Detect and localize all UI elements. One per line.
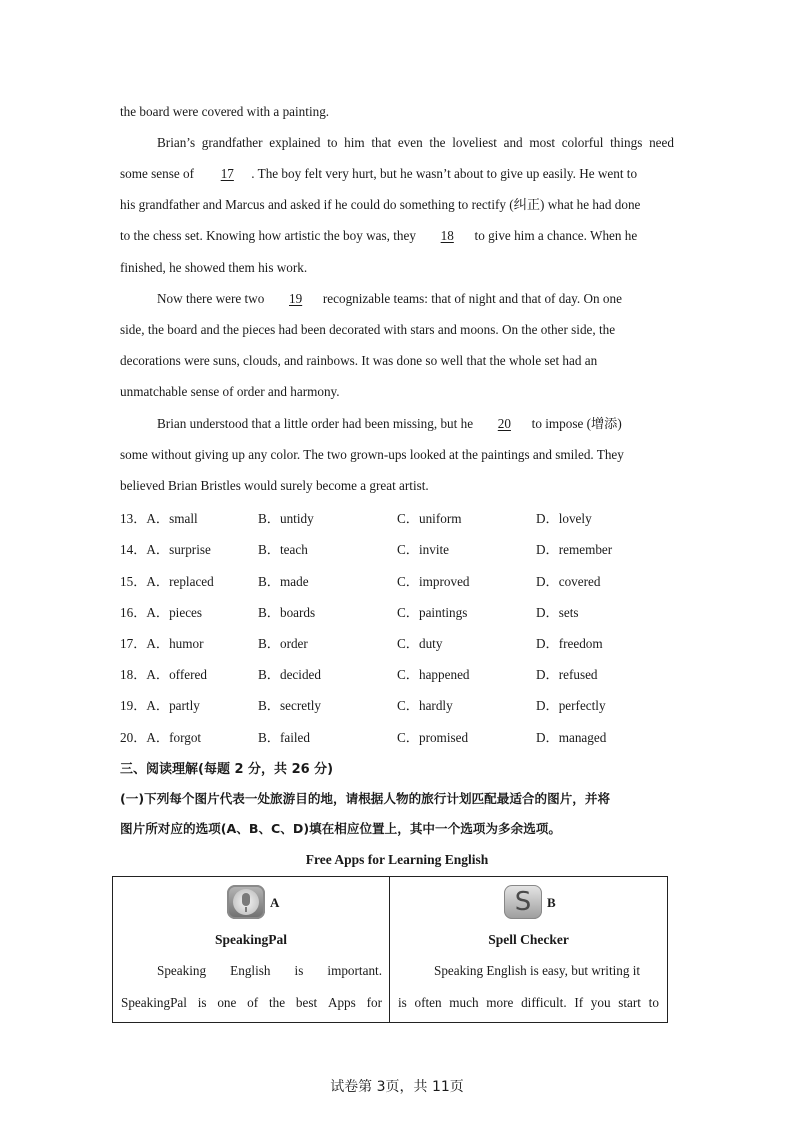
passage-line <box>120 446 674 464</box>
word: to <box>327 135 338 150</box>
word: difficult. <box>521 995 567 1010</box>
passage-text: to the chess set. Knowing how artistic the boy was, they <box>120 228 416 243</box>
question-option-d[interactable]: D．sets <box>536 605 579 620</box>
question-option-a[interactable]: 15．A．replaced <box>120 574 214 589</box>
passage-text: believed Brian Bristles would surely become a great artist. <box>120 478 429 493</box>
question-row <box>120 539 680 557</box>
question-option-d[interactable]: D．covered <box>536 574 601 589</box>
question-option-a[interactable]: 13．A．small <box>120 511 198 526</box>
question-option-a[interactable]: 19．A．partly <box>120 698 200 713</box>
word: the <box>268 995 286 1010</box>
question-option-d[interactable]: D．remember <box>536 542 613 557</box>
word: that <box>371 135 392 150</box>
page-footer: 试卷第 3页，共 11页 <box>330 1079 464 1095</box>
word: Brian’s <box>157 135 196 150</box>
word: the <box>429 135 446 150</box>
word: start <box>618 995 641 1010</box>
word: Speaking <box>157 963 207 978</box>
question-option-b[interactable]: B．boards <box>258 605 316 620</box>
question-option-b[interactable]: B．secretly <box>258 698 321 713</box>
question-option-c[interactable]: C．paintings <box>397 605 468 620</box>
question-row <box>120 633 680 651</box>
word: best <box>295 995 318 1010</box>
passage-text: side, the board and the pieces had been decorated with stars and moons. On the other side, the <box>120 322 616 337</box>
question-option-a[interactable]: 17．A．humor <box>120 636 204 651</box>
passage-line <box>120 103 674 121</box>
question-row <box>120 571 680 589</box>
app-cell-a <box>113 877 390 1022</box>
question-row <box>120 602 680 620</box>
question-option-d[interactable]: D．lovely <box>536 511 592 526</box>
question-option-b[interactable]: B．untidy <box>258 511 314 526</box>
passage-text: finished, he showed them his work. <box>120 260 308 275</box>
word: explained <box>269 135 321 150</box>
app-description-line <box>434 962 659 980</box>
word: most <box>529 135 555 150</box>
word: English <box>230 963 271 978</box>
app-description-line <box>121 994 382 1012</box>
section-instruction: 图片所对应的选项(A、B、C、D)填在相应位置上，其中一个选项为多余选项。 <box>120 821 561 836</box>
app-description-text: Speaking English is easy, but writing it <box>434 963 641 978</box>
question-option-b[interactable]: B．order <box>258 636 308 651</box>
word: one <box>217 995 237 1010</box>
passage-line-justified <box>157 134 674 152</box>
question-option-a[interactable]: 20．A．forgot <box>120 730 202 745</box>
word: often <box>414 995 442 1010</box>
question-option-d[interactable]: D．managed <box>536 730 607 745</box>
word: him <box>344 135 365 150</box>
question-option-b[interactable]: B．teach <box>258 542 308 557</box>
question-option-b[interactable]: B．decided <box>258 667 321 682</box>
blank-19[interactable]: 19 <box>289 291 303 306</box>
spell-checker-icon: S <box>504 885 542 919</box>
question-option-c[interactable]: C．duty <box>397 636 443 651</box>
word: to <box>648 995 659 1010</box>
word: grandfather <box>201 135 263 150</box>
app-description-line <box>157 962 382 980</box>
word: is <box>398 995 407 1010</box>
question-option-c[interactable]: C．happened <box>397 667 470 682</box>
blank-18[interactable]: 18 <box>440 228 454 243</box>
passage-line <box>120 259 674 277</box>
app-description-line <box>398 994 659 1012</box>
passage-text: his grandfather and Marcus and asked if he could do something to rectify (纠正) what he had done <box>120 197 641 212</box>
word: need <box>649 135 674 150</box>
word: and <box>503 135 523 150</box>
blank-17[interactable]: 17 <box>220 166 234 181</box>
word: even <box>397 135 423 150</box>
passage-text: to give him a chance. When he <box>474 228 638 243</box>
question-row <box>120 727 680 745</box>
question-row <box>120 664 680 682</box>
word: is <box>294 963 304 978</box>
question-option-d[interactable]: D．refused <box>536 667 598 682</box>
question-option-c[interactable]: C．invite <box>397 542 450 557</box>
word: for <box>366 995 382 1010</box>
word: of <box>247 995 259 1010</box>
passage-text: recognizable teams: that of night and that of day. On one <box>322 291 622 306</box>
question-option-d[interactable]: D．perfectly <box>536 698 606 713</box>
question-option-c[interactable]: C．hardly <box>397 698 453 713</box>
passage-line <box>157 290 674 308</box>
microphone-icon <box>227 885 265 919</box>
question-option-b[interactable]: B．failed <box>258 730 311 745</box>
passage-text: decorations were suns, clouds, and rainbows. It was done so well that the whole set had an <box>120 353 598 368</box>
word: If <box>574 995 584 1010</box>
passage-text: some sense of <box>120 166 194 181</box>
word: you <box>590 995 611 1010</box>
question-option-a[interactable]: 14．A．surprise <box>120 542 211 557</box>
passage-text: Now there were two <box>157 291 265 306</box>
question-option-b[interactable]: B．made <box>258 574 309 589</box>
question-row <box>120 508 680 526</box>
question-option-a[interactable]: 18．A．offered <box>120 667 207 682</box>
passage-line <box>120 352 674 370</box>
question-option-c[interactable]: C．promised <box>397 730 469 745</box>
apps-table <box>112 876 668 1023</box>
app-name: SpeakingPal <box>214 932 288 947</box>
passage-text: some without giving up any color. The two grown-ups looked at the paintings and smiled. They <box>120 447 624 462</box>
passage-text: to impose (增添) <box>531 416 622 431</box>
word: colorful <box>561 135 604 150</box>
option-letter: B <box>547 895 556 910</box>
word: Apps <box>327 995 356 1010</box>
question-option-c[interactable]: C．improved <box>397 574 470 589</box>
word: more <box>486 995 514 1010</box>
passage-text: . The boy felt very hurt, but he wasn’t about to give up easily. He went to <box>251 166 638 181</box>
passage-line <box>120 196 674 214</box>
section-heading: 三、阅读理解(每题 2 分，共 26 分) <box>120 762 334 777</box>
question-option-c[interactable]: C．uniform <box>397 511 462 526</box>
word: is <box>197 995 207 1010</box>
word: much <box>449 995 479 1010</box>
passage-text: the board were covered with a painting. <box>120 104 330 119</box>
word: important. <box>327 963 382 978</box>
question-option-a[interactable]: 16．A．pieces <box>120 605 203 620</box>
passage-text: unmatchable sense of order and harmony. <box>120 384 340 399</box>
table-title: Free Apps for Learning English <box>305 852 489 867</box>
question-option-d[interactable]: D．freedom <box>536 636 603 651</box>
section-instruction: (一)下列每个图片代表一处旅游目的地，请根据人物的旅行计划匹配最适合的图片，并将 <box>120 791 611 806</box>
passage-line <box>120 477 674 495</box>
passage-line <box>120 383 674 401</box>
app-cell-b <box>390 877 667 1022</box>
word: things <box>610 135 643 150</box>
option-letter: A <box>270 895 280 910</box>
blank-20[interactable]: 20 <box>497 416 511 431</box>
question-row <box>120 695 680 713</box>
passage-text: Brian understood that a little order had been missing, but he <box>157 416 474 431</box>
passage-line <box>120 165 674 183</box>
passage-line <box>157 415 674 433</box>
passage-line <box>120 321 674 339</box>
app-name: Spell Checker <box>488 932 569 947</box>
word: loveliest <box>452 135 497 150</box>
passage-line <box>120 227 674 245</box>
word: SpeakingPal <box>121 995 187 1010</box>
